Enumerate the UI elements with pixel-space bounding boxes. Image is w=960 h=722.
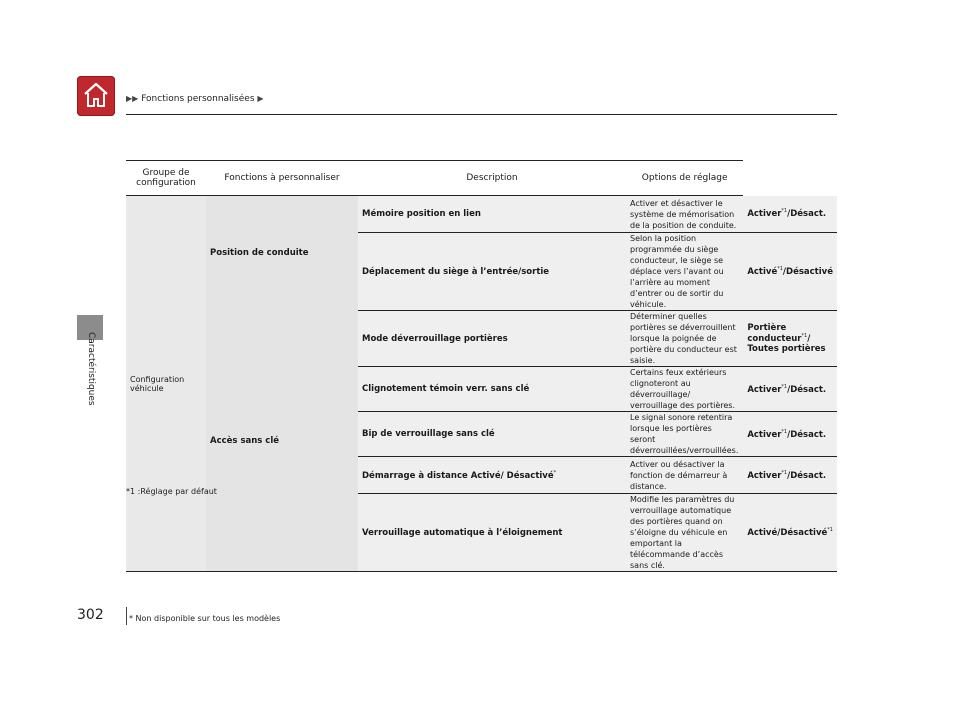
feature-label: Déplacement du siège à l’entrée/sortie	[362, 266, 550, 277]
default-mark: *1	[781, 383, 788, 390]
column-header-options: Options de réglage	[626, 161, 743, 196]
table-row	[126, 311, 837, 367]
option-a: Activer	[747, 384, 782, 395]
options-cell	[743, 233, 837, 311]
option-separator: /	[787, 384, 791, 395]
feature-cell	[358, 233, 626, 311]
options-cell	[743, 196, 837, 233]
home-icon[interactable]	[77, 76, 115, 116]
feature-cell	[358, 494, 626, 572]
feature-cell	[358, 196, 626, 233]
feature-cell	[358, 457, 626, 494]
column-header-feature: Fonctions à personnaliser	[206, 161, 358, 196]
description-cell: Certains feux extérieurs clignoteront au déverrouillage/ verrouillage des portières.	[626, 367, 743, 412]
option-b: Désact.	[790, 429, 827, 440]
description-cell: Déterminer quelles portières se déverrouillent lorsque la poignée de portière du conducteur est saisie.	[626, 311, 743, 367]
subgroup-cell-position	[206, 196, 358, 311]
default-mark: *1	[801, 333, 808, 340]
option-b: Désact.	[790, 470, 827, 481]
option-a: Activer	[747, 470, 782, 481]
option-a: Portière conducteur	[747, 323, 802, 344]
options-cell	[743, 494, 837, 572]
default-mark: *1	[827, 527, 833, 534]
group-cell	[126, 196, 206, 572]
table-row	[126, 196, 837, 233]
option-b: Désactivé	[786, 266, 833, 277]
feature-label: Verrouillage automatique à l’éloignement	[362, 527, 563, 538]
option-separator: /	[787, 209, 791, 220]
description-cell: Le signal sonore retentira lorsque les portières seront déverrouillées/verrouillées.	[626, 412, 743, 457]
breadcrumb-arrow-icon: ▶	[257, 94, 264, 103]
header-rule	[126, 114, 837, 115]
breadcrumb-arrow-icon: ▶▶	[126, 94, 139, 103]
option-b: Désact.	[790, 209, 827, 220]
footnote-rule	[126, 607, 127, 625]
section-label: Caractéristiques	[86, 332, 96, 406]
default-setting-note: *1 :Réglage par défaut	[126, 487, 217, 496]
option-b: Désactivé	[780, 527, 828, 538]
footnote: * Non disponible sur tous les modèles	[129, 614, 281, 623]
availability-mark: *	[553, 469, 557, 476]
option-a: Activer	[747, 209, 782, 220]
subgroup-label: Accès sans clé	[210, 435, 280, 446]
table-header-row	[126, 161, 837, 196]
option-a: Activé	[747, 527, 778, 538]
description-cell: Activer ou désactiver la fonction de démarreur à distance.	[626, 457, 743, 494]
default-mark: *1	[781, 469, 788, 476]
feature-label: Mode déverrouillage portières	[362, 333, 508, 344]
options-cell	[743, 311, 837, 367]
option-b: Toutes portières	[747, 343, 826, 354]
feature-label: Démarrage à distance Activé/ Désactivé	[362, 470, 554, 481]
column-header-group: Groupe de configuration	[126, 161, 206, 196]
settings-table	[126, 160, 837, 572]
feature-cell	[358, 311, 626, 367]
option-a: Activé	[747, 266, 778, 277]
breadcrumb[interactable]	[126, 94, 264, 104]
description-cell: Selon la position programmée du siège conducteur, le siège se déplace vers l’avant ou l’arrière au moment d’entrer ou de sortir du véhicule.	[626, 233, 743, 311]
feature-cell	[358, 412, 626, 457]
column-header-description: Description	[358, 161, 626, 196]
option-b: Désact.	[790, 384, 827, 395]
option-separator: /	[782, 266, 787, 277]
group-label: Configuration véhicule	[130, 374, 185, 393]
house-icon	[82, 82, 110, 108]
feature-label: Clignotement témoin verr. sans clé	[362, 384, 530, 394]
option-a: Activer	[747, 429, 782, 440]
subgroup-cell-acces	[206, 311, 358, 572]
description-cell: Activer et désactiver le système de mémorisation de la position de conduite.	[626, 196, 743, 233]
default-mark: *1	[777, 266, 783, 273]
breadcrumb-label: Fonctions personnalisées	[141, 94, 255, 104]
option-separator: /	[807, 333, 811, 344]
feature-label: Bip de verrouillage sans clé	[362, 429, 495, 439]
default-mark: *1	[781, 208, 788, 215]
option-separator: /	[787, 470, 791, 481]
option-separator: /	[777, 527, 781, 538]
page-number: 302	[77, 607, 104, 623]
options-cell	[743, 457, 837, 494]
option-separator: /	[787, 429, 791, 440]
default-mark: *1	[781, 428, 788, 435]
subgroup-label: Position de conduite	[210, 248, 309, 259]
feature-label: Mémoire position en lien	[362, 209, 481, 219]
description-cell: Modifie les paramètres du verrouillage automatique des portières quand on s’éloigne du véhicule en emportant la télécommande d’accès sans clé.	[626, 494, 743, 572]
options-cell	[743, 367, 837, 412]
options-cell	[743, 412, 837, 457]
feature-cell	[358, 367, 626, 412]
